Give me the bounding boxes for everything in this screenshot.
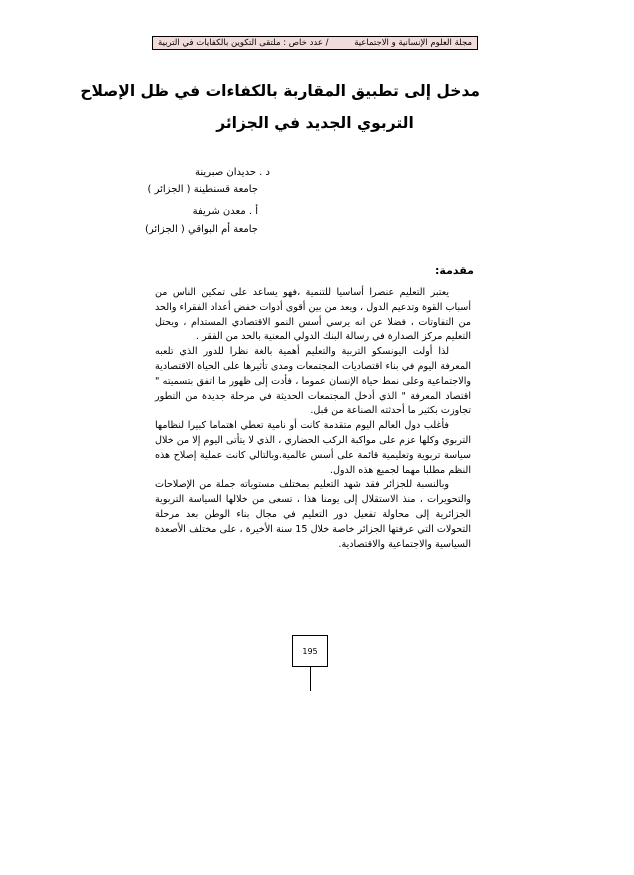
article-title-line-1: مدخل إلى تطبيق المقاربة بالكفاءات في ظل الإصلاح: [80, 82, 480, 100]
paragraph: فأغلب دول العالم اليوم متقدمة كانت أو نامية تعطي اهتماما كبيرا لنظامها التربوي وكلها عزم على مواكبة الركب الحضاري ، الذي لا يتأتى اليوم إلا من خلال سياسة تربوية وتعليمية قائمة على أسس عالمية.وبالتالي كانت عملية إصلاح هذه النظم مطلبا مهما لجميع هذه الدول.: [155, 420, 471, 476]
page-number-box: [292, 635, 328, 667]
running-header: [152, 36, 478, 50]
author-2-name: أ . معدن شريفة: [192, 206, 258, 217]
page-number-line: [310, 667, 311, 691]
author-1-name: د . حديدان صبرينة: [195, 167, 270, 178]
section-heading-introduction: مقدمة:: [435, 264, 474, 277]
paragraph: لذا أولت اليونسكو التربية والتعليم أهمية بالغة نظرا للدور الذي تلعبه المعرفة اليوم في بناء اقتصاديات المجتمعات ومدى تأثيرها على الحياة الاقتصادية والاجتماعية وعلى نمط حياة الإنسان عموما ، فأدت إلى ظهور ما اتفق بتسميته " اقتصاد المعرفة " الذي أدخل المجتمعات الحديثة في مرحلة جديدة من التطور تجاوزت بكثير ما أحدثته الصناعة من قبل.: [155, 346, 471, 417]
author-2-affiliation: جامعة أم البواقي ( الجزائر): [144, 224, 258, 235]
author-1-affiliation: جامعة قسنطينة ( الجزائر ): [147, 184, 258, 195]
paragraph: وبالنسبة للجزائر فقد شهد التعليم بمختلف مستوياته جملة من الإصلاحات والتحويرات ، منذ الاستقلال إلى يومنا هذا ، تسعى من خلالها السياسة التربوية الجزائرية إلى محاولة تفعيل دور التعليم في مجال بناء الوطن بعد مرحلة التحولات التي عرفتها الجزائر خاصة خلال 15 سنة الأخيرة ، على مختلف الأصعدة السياسية والاجتماعية والاقتصادية.: [155, 479, 471, 550]
journal-name: مجلة العلوم الإنسانية و الاجتماعية: [354, 37, 472, 48]
special-issue: / عدد خاص : ملتقى التكوين بالكفايات في التربية: [158, 37, 329, 48]
paragraph: يعتبر التعليم عنصرا أساسيا للتنمية ،فهو يساعد على تمكين الناس من أسباب القوة وتدعيم الدول ، ويعد من بين أقوى أدوات خفض أعداد الفقراء والحد من التفاوتات ، فضلا عن انه يرسي أسس النمو الاقتصادي المستدام ، ويحتل التعليم مركز الصدارة في رسالة البنك الدولي المعنية بالحد من الفقر .: [155, 287, 471, 343]
page-number: 195: [302, 646, 318, 656]
article-title-line-2: التربوي الجديد في الجزائر: [216, 114, 414, 132]
body-text: [155, 286, 471, 552]
